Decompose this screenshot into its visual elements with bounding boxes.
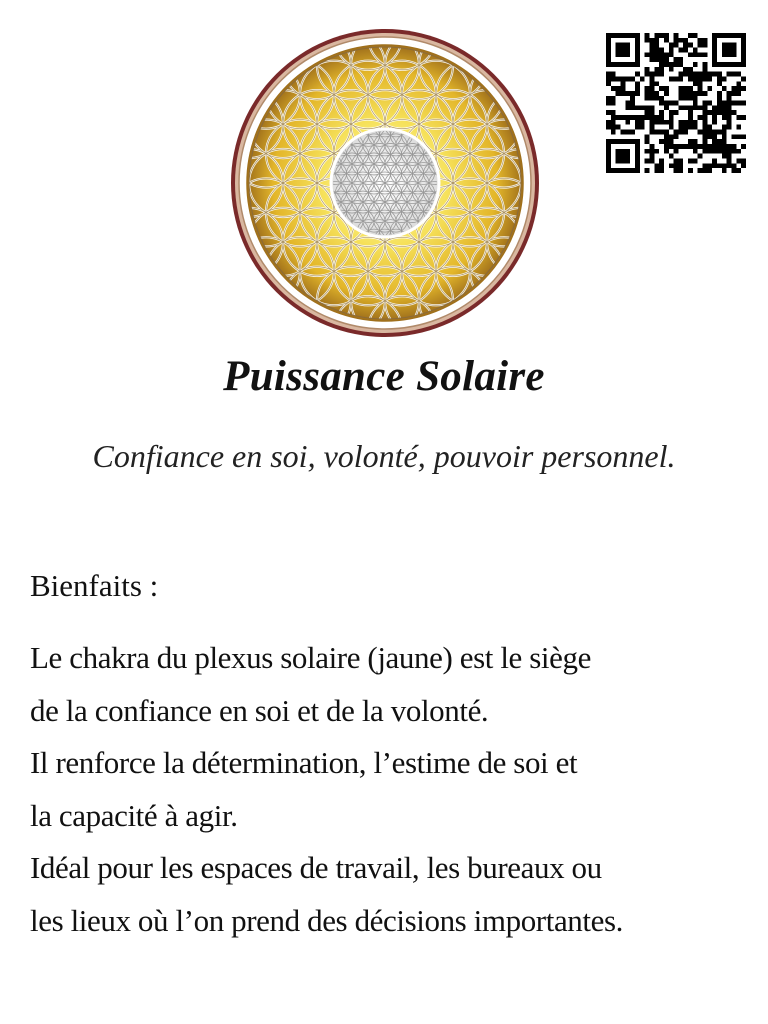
qr-code-icon: [606, 33, 746, 173]
benefits-heading: [30, 568, 158, 604]
benefits-line: les lieux où l’on prend des décisions importantes.: [30, 902, 623, 938]
flower-of-life-icon: [230, 28, 540, 338]
benefits-heading-colon: :: [141, 568, 159, 603]
benefits-line: de la confiance en soi et de la volonté.: [30, 692, 489, 728]
benefits-heading-label: Bienfaits: [30, 568, 142, 603]
flower-of-life-image: [230, 28, 540, 338]
benefits-line: Le chakra du plexus solaire (jaune) est le siège: [30, 640, 591, 675]
benefits-text: [30, 632, 750, 947]
page-subtitle: Confiance en soi, volonté, pouvoir personnel.: [92, 438, 676, 474]
benefits-line: la capacité à agir.: [30, 797, 238, 833]
page-title: Puissance Solaire: [223, 353, 545, 400]
benefits-line: Idéal pour les espaces de travail, les bureaux ou: [30, 850, 602, 885]
qr-code[interactable]: [606, 33, 746, 173]
benefits-line: Il renforce la détermination, l’estime de soi et: [30, 745, 578, 780]
